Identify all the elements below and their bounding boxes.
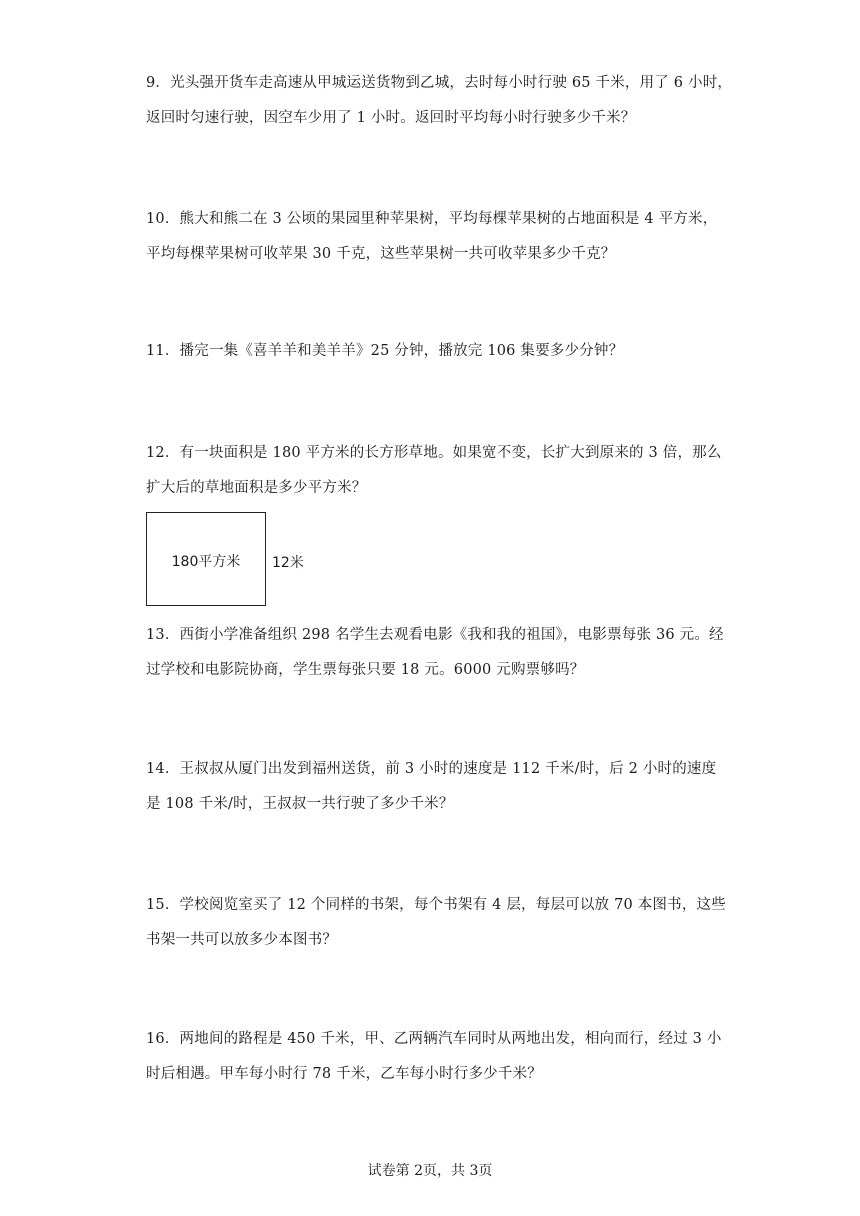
question-10: [146, 202, 718, 272]
question-line: 14．王叔叔从厦门出发到福州送货，前 3 小时的速度是 112 千米/时，后 2 小时的速度: [146, 761, 717, 777]
question-line: 是 108 千米/时，王叔叔一共行驶了多少千米？: [146, 796, 454, 812]
page-footer: 试卷第 2页，共 3页: [367, 1163, 493, 1179]
question-15: [146, 888, 726, 958]
question-14: [146, 752, 718, 822]
question-16: [146, 1022, 722, 1092]
question-12: [146, 436, 722, 506]
rectangle-side-label: 12米: [272, 555, 304, 571]
question-line: 平均每棵苹果树可收苹果 30 千克，这些苹果树一共可收苹果多少千克？: [146, 246, 616, 262]
question-line: 13．西街小学准备组织 298 名学生去观看电影《我和我的祖国》，电影票每张 36 元。经: [146, 627, 724, 643]
question-line: 15．学校阅览室买了 12 个同样的书架，每个书架有 4 层，每层可以放 70 本图书，这些: [146, 897, 726, 913]
rectangle-figure: [146, 512, 266, 606]
question-line: 书架一共可以放多少本图书？: [146, 932, 338, 948]
question-line: 时后相遇。甲车每小时行 78 千米，乙车每小时行多少千米？: [146, 1066, 542, 1082]
question-line: 返回时匀速行驶，因空车少用了 1 小时。返回时平均每小时行驶多少千米？: [146, 110, 636, 126]
rectangle-area-label: 180平方米: [171, 554, 241, 570]
question-line: 9．光头强开货车走高速从甲城运送货物到乙城，去时每小时行驶 65 千米，用了 6 小时，: [146, 75, 733, 91]
question-line: 12．有一块面积是 180 平方米的长方形草地。如果宽不变，长扩大到原来的 3 倍，那么: [146, 445, 722, 461]
question-line: 扩大后的草地面积是多少平方米？: [146, 480, 367, 496]
question-line: 过学校和电影院协商，学生票每张只要 18 元。6000 元购票够吗？: [146, 662, 585, 678]
question-line: 16．两地间的路程是 450 千米，甲、乙两辆汽车同时从两地出发，相向而行，经过 3 小: [146, 1031, 722, 1047]
question-9: [146, 66, 733, 136]
question-line: 11．播完一集《喜羊羊和美羊羊》25 分钟，播放完 106 集要多少分钟？: [146, 343, 624, 359]
question-11: [146, 334, 718, 369]
question-13: [146, 618, 724, 688]
question-line: 10．熊大和熊二在 3 公顷的果园里种苹果树，平均每棵苹果树的占地面积是 4 平方米，: [146, 211, 718, 227]
